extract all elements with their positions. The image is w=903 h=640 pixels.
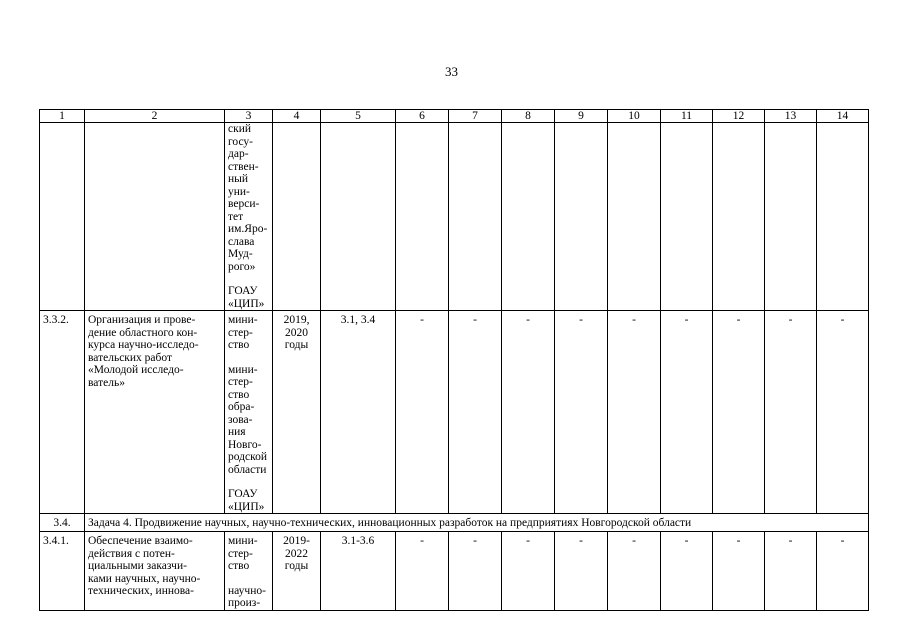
text-line: мини- (228, 535, 258, 547)
text-line: Муд- (228, 248, 253, 260)
text-line: ватель» (88, 376, 125, 389)
text-line: ГОАУ (228, 488, 258, 500)
dash-cell: - (608, 532, 661, 611)
text-line: тет (228, 210, 244, 223)
text-line: технических, иннова- (88, 585, 194, 597)
cell (713, 123, 765, 311)
cell (765, 123, 817, 311)
text-line: зова- (228, 413, 253, 426)
text-line: «ЦИП» (228, 297, 265, 310)
header-cell: 2 (85, 110, 225, 123)
text-line: ство (228, 339, 250, 351)
text-line: верси- (228, 198, 260, 210)
text-line: стер- (228, 376, 253, 388)
period-cell (273, 311, 321, 514)
task-text: Задача 4. Продвижение научных, научно-технических, инновационных разработок на предприятиях Новгородской области (85, 514, 869, 532)
dash-cell: - (555, 532, 608, 611)
text-line: Обеспечение взаимо- (88, 535, 193, 547)
indicators-cell: 3.1, 3.4 (321, 311, 396, 514)
text-line: циальными заказчи- (88, 560, 187, 572)
header-cell: 5 (321, 110, 396, 123)
activity-name (85, 311, 225, 514)
cell (661, 123, 713, 311)
text-line: годы (284, 339, 309, 351)
text-line: слава (228, 235, 255, 248)
row-number: 3.4. (40, 514, 85, 532)
dash-cell: - (661, 532, 713, 611)
text-line: ками научных, научно- (88, 572, 201, 585)
text-line: вательских работ (88, 351, 172, 364)
text-line: ный (228, 173, 249, 185)
cell (40, 123, 85, 311)
cell (85, 123, 225, 311)
text-line: произ- (228, 597, 261, 609)
text-line: 2019, (283, 314, 310, 326)
text-line: стер- (228, 326, 253, 339)
header-row (40, 110, 869, 123)
executor-cell (225, 311, 273, 514)
dash-cell: - (449, 311, 502, 514)
cell (449, 123, 502, 311)
text-line: годы (284, 560, 309, 572)
cell (817, 123, 869, 311)
text-line: курса научно-исследо- (88, 339, 199, 351)
executor-cell (225, 532, 273, 611)
text-line: обра- (228, 401, 255, 413)
text-line: дение областного кон- (88, 326, 198, 339)
text-line: ство (228, 560, 250, 572)
dash-cell: - (713, 532, 765, 611)
indicators-cell: 3.1-3.6 (321, 532, 396, 611)
executor-cell (225, 123, 273, 311)
header-cell: 1 (40, 110, 85, 123)
cell (396, 123, 449, 311)
text-line: действия с потен- (88, 547, 175, 560)
dash-cell: - (502, 311, 555, 514)
header-cell: 8 (502, 110, 555, 123)
row-number: 3.4.1. (40, 532, 85, 611)
header-cell: 14 (817, 110, 869, 123)
text-line: Новго- (228, 438, 262, 451)
dash-cell: - (449, 532, 502, 611)
dash-cell: - (713, 311, 765, 514)
page-number: 33 (445, 64, 458, 79)
dash-cell: - (502, 532, 555, 611)
program-table (39, 109, 869, 611)
task-row (40, 514, 869, 532)
dash-cell: - (765, 532, 817, 611)
text-line: ния (228, 426, 246, 438)
text-line: 2020 (285, 326, 308, 339)
header-cell: 13 (765, 110, 817, 123)
text-line: родской (228, 451, 268, 463)
dash-cell: - (661, 311, 713, 514)
cell (502, 123, 555, 311)
text-line: научно- (228, 584, 266, 597)
dash-cell: - (555, 311, 608, 514)
cell (555, 123, 608, 311)
header-cell: 11 (661, 110, 713, 123)
cell (321, 123, 396, 311)
header-cell: 6 (396, 110, 449, 123)
text-line: ский (228, 123, 251, 135)
table-row (40, 123, 869, 311)
header-cell: 3 (225, 110, 273, 123)
activity-name (85, 532, 225, 611)
text-line: стер- (228, 547, 253, 560)
row-number: 3.3.2. (40, 311, 85, 514)
text-line: области (228, 463, 267, 476)
text-line: «ЦИП» (228, 500, 265, 513)
text-line: «Молодой исследо- (88, 364, 184, 376)
text-line: уни- (228, 185, 250, 198)
dash-cell: - (817, 532, 869, 611)
text-line: им.Яро- (228, 223, 268, 235)
text-line: мини- (228, 363, 258, 376)
dash-cell: - (396, 311, 449, 514)
text-line: госу- (228, 135, 253, 148)
dash-cell: - (817, 311, 869, 514)
header-cell: 10 (608, 110, 661, 123)
cell (273, 123, 321, 311)
header-cell: 4 (273, 110, 321, 123)
dash-cell: - (608, 311, 661, 514)
text-line: 2022 (285, 547, 308, 560)
header-cell: 12 (713, 110, 765, 123)
header-cell: 7 (449, 110, 502, 123)
text-line: 2019- (283, 535, 310, 547)
cell (608, 123, 661, 311)
table-row (40, 532, 869, 611)
text-line: Организация и прове- (88, 314, 196, 326)
dash-cell: - (765, 311, 817, 514)
table-row (40, 311, 869, 514)
text-line: дар- (228, 148, 249, 160)
dash-cell: - (396, 532, 449, 611)
text-line: ство (228, 388, 250, 401)
text-line: рого» (228, 260, 256, 273)
text-line: ствен- (228, 160, 259, 173)
text-line: ГОАУ (228, 285, 258, 297)
period-cell (273, 532, 321, 611)
text-line: мини- (228, 314, 258, 326)
header-cell: 9 (555, 110, 608, 123)
